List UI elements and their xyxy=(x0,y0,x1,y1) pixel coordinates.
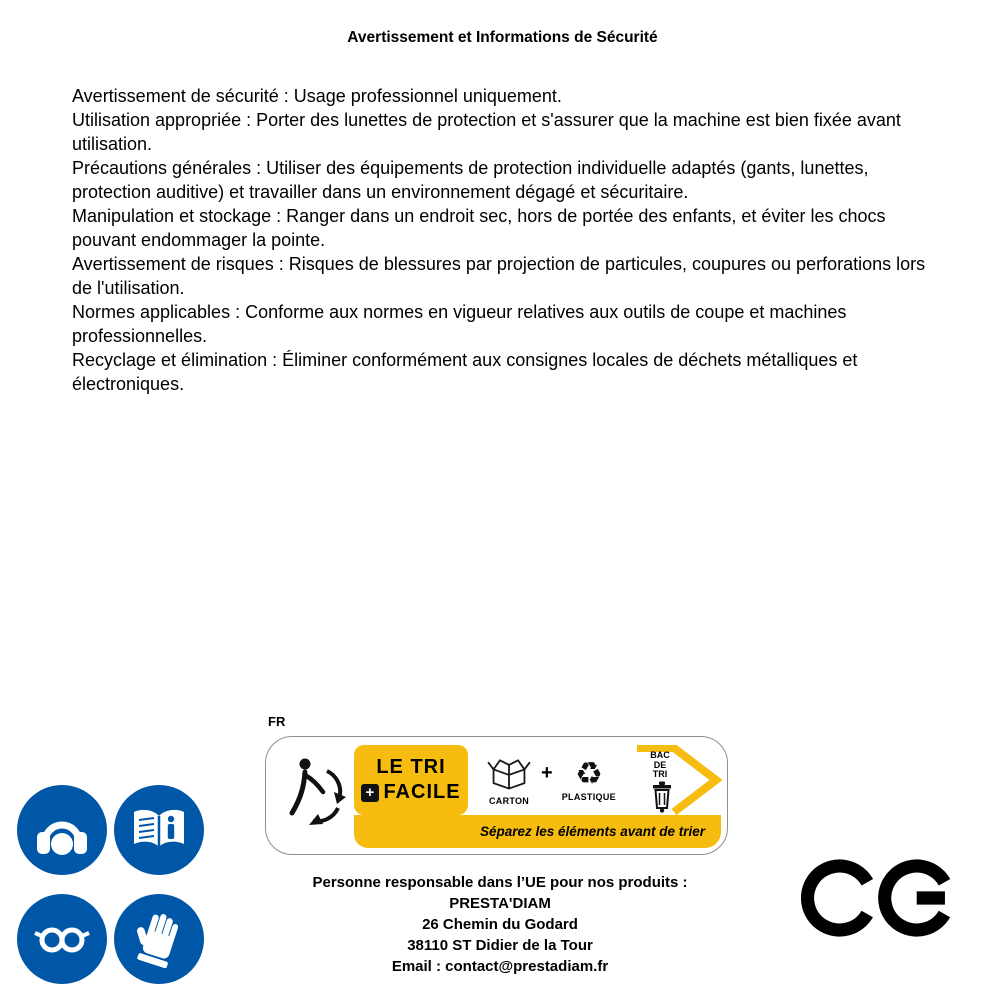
safety-paragraph: Recyclage et élimination : Éliminer conformément aux consignes locales de déchets métalliques et électroniques. xyxy=(72,350,858,394)
safety-glasses-glyph xyxy=(33,922,91,956)
contact-email: Email : contact@prestadiam.fr xyxy=(391,958,609,975)
safety-paragraph: Utilisation appropriée : Porter des lunettes de protection et s'assurer que la machine est bien fixée avant utilisation. xyxy=(72,110,901,154)
wear-eye-protection-icon xyxy=(17,894,107,984)
le-tri-text: LE TRI xyxy=(376,756,446,778)
facile-text: FACILE xyxy=(383,781,461,803)
company-name: PRESTA'DIAM xyxy=(449,895,551,912)
address-street: 26 Chemin du Godard xyxy=(422,916,578,933)
facile-row xyxy=(361,781,460,804)
carton-box-icon xyxy=(486,754,532,794)
tagline-text: Séparez les éléments avant de trier xyxy=(479,824,706,839)
mandatory-pictograms xyxy=(17,785,204,984)
safety-paragraph: Précautions générales : Utiliser des équipements de protection individuelle adaptés (gants, lunettes, protection auditive) et travailler dans un environnement dégagé et sécuritaire. xyxy=(72,158,869,202)
le-tri-facile-badge xyxy=(354,745,468,815)
wear-ear-protection-icon xyxy=(17,785,107,875)
safety-text-block xyxy=(72,84,950,396)
bac-de-tri-flag xyxy=(634,745,722,815)
responsible-person-block xyxy=(250,872,750,977)
recycling-triangle-icon: ♻ xyxy=(574,755,603,792)
triman-sorting-label xyxy=(265,736,728,855)
triman-icon xyxy=(276,749,354,841)
wear-protective-gloves-icon xyxy=(114,894,204,984)
sorting-bin-icon xyxy=(649,780,675,814)
plus-separator: + xyxy=(541,761,553,784)
material-label: PLASTIQUE xyxy=(561,791,616,802)
ear-muffs-glyph xyxy=(32,800,92,860)
material-label: CARTON xyxy=(488,796,530,806)
de-line: DE xyxy=(653,759,667,770)
address-city: 38110 ST Didier de la Tour xyxy=(407,937,593,954)
tri-line: TRI xyxy=(652,769,668,779)
page-title: Avertissement et Informations de Sécurité xyxy=(347,29,658,46)
safety-paragraph: Normes applicables : Conforme aux normes en vigueur relatives aux outils de coupe et machines professionnelles. xyxy=(72,302,847,346)
materials-row xyxy=(471,747,631,813)
safety-paragraph: Manipulation et stockage : Ranger dans un endroit sec, hors de portée des enfants, et éviter les chocs pouvant endommager la pointe. xyxy=(72,206,886,250)
material-carton xyxy=(486,754,532,806)
safety-paragraph: Avertissement de sécurité : Usage professionnel uniquement. xyxy=(72,86,562,106)
ce-logo-icon xyxy=(800,852,960,944)
responsible-intro: Personne responsable dans l’UE pour nos produits : xyxy=(312,874,688,891)
glove-glyph xyxy=(130,910,188,968)
safety-paragraph: Avertissement de risques : Risques de blessures par projection de particules, coupures ou perforations lors de l'utilisation. xyxy=(72,254,926,298)
read-instruction-manual-icon xyxy=(114,785,204,875)
triman-glyph xyxy=(280,755,350,835)
material-plastique xyxy=(561,755,616,802)
bac-de-tri-text xyxy=(642,751,678,780)
country-code-label: FR xyxy=(268,714,286,729)
bac-line: BAC xyxy=(650,750,670,760)
sorting-tagline xyxy=(354,815,721,848)
open-book-glyph xyxy=(129,805,189,855)
plus-box-icon: + xyxy=(361,784,379,802)
ce-marking xyxy=(800,852,960,949)
